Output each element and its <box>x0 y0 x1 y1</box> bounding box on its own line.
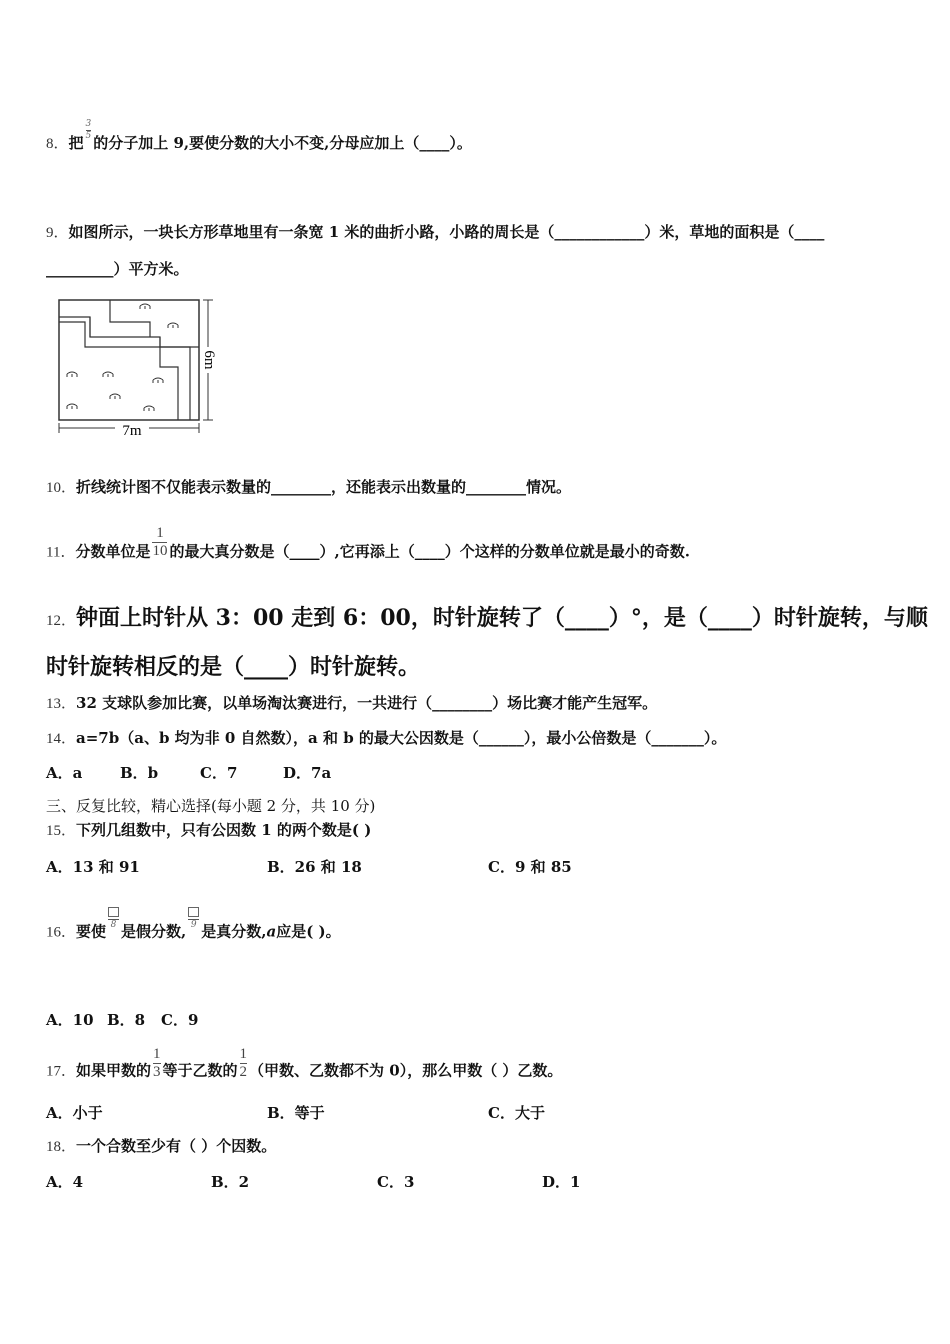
question-number: 14． <box>46 731 77 747</box>
variable-a: a <box>266 922 277 941</box>
blank-box-icon <box>108 907 119 917</box>
q9-line2: _________）平方米。 <box>46 260 189 278</box>
fraction-numerator: 1 <box>239 1046 248 1062</box>
q10-text: 折线统计图不仅能表示数量的________，还能表示出数量的________情况。 <box>76 478 572 496</box>
q14-option-b[interactable]: B．b <box>120 764 159 782</box>
q13-text: 32 支球队参加比赛，以单场淘汰赛进行，一共进行（________）场比赛才能产生冠军。 <box>76 694 658 712</box>
question-number: 17． <box>46 1063 77 1080</box>
fraction <box>152 526 167 559</box>
width-label: 7m <box>122 423 142 439</box>
question-number: 10． <box>46 480 77 496</box>
question-13 <box>46 693 657 714</box>
question-15 <box>46 820 371 841</box>
fraction-denominator: 10 <box>152 543 168 559</box>
q17-text-c: （甲数、乙数都不为 0），那么甲数（ ）乙数。 <box>249 1061 563 1080</box>
q11-text-a: 分数单位是 <box>75 542 151 561</box>
question-number: 18． <box>46 1139 77 1155</box>
q15-text: 下列几组数中，只有公因数 1 的两个数是( ) <box>76 821 372 839</box>
question-number: 8． <box>46 136 69 152</box>
path-edge-right <box>160 337 190 420</box>
question-number: 13． <box>46 696 77 712</box>
q15-option-a[interactable]: A．13 和 91 <box>46 858 140 876</box>
fraction-numerator: 1 <box>153 1046 161 1062</box>
q14-option-a[interactable]: A．a <box>46 764 83 782</box>
blank-box-icon <box>188 907 199 917</box>
fraction-denominator: 8 <box>110 919 117 930</box>
question-12-cont <box>46 653 420 681</box>
q17-text-a: 如果甲数的 <box>76 1061 152 1080</box>
q12-line2: 时针旋转相反的是（____）时针旋转。 <box>46 654 421 680</box>
question-number: 16． <box>46 924 77 941</box>
height-label: 6m <box>201 350 217 370</box>
fraction <box>86 120 92 141</box>
q17-text-b: 等于乙数的 <box>162 1061 238 1080</box>
q16-text-e: 应是( )。 <box>276 922 341 941</box>
question-9-cont <box>46 259 189 279</box>
fraction-numerator: 1 <box>156 525 164 541</box>
question-number: 11． <box>46 544 76 561</box>
q14-text: a=7b（a、b 均为非 0 自然数），a 和 b 的最大公因数是（______），最小公倍数是（_______）。 <box>76 729 727 747</box>
question-number: 12． <box>46 613 77 629</box>
fraction-denominator: 3 <box>153 1064 161 1080</box>
question-17 <box>46 1046 563 1088</box>
fraction <box>108 907 119 930</box>
q16-text-a: 要使 <box>76 922 107 941</box>
grass-marks <box>67 304 178 411</box>
question-number: 15． <box>46 823 77 839</box>
q16-option-b[interactable]: B．8 <box>107 1011 146 1029</box>
fraction <box>153 1047 161 1080</box>
q14-option-c[interactable]: C．7 <box>200 764 238 782</box>
question-14 <box>46 728 726 749</box>
q18-option-b[interactable]: B．2 <box>211 1173 250 1191</box>
q18-option-c[interactable]: C．3 <box>377 1173 415 1191</box>
q15-option-b[interactable]: B．26 和 18 <box>267 858 362 876</box>
q16-text-b: 是假分数, <box>121 922 187 941</box>
question-10 <box>46 477 571 498</box>
question-12 <box>46 604 928 635</box>
question-18 <box>46 1136 276 1157</box>
q16-option-a[interactable]: A．10 <box>46 1011 94 1029</box>
question-9 <box>46 222 824 243</box>
fraction-denominator: 5 <box>85 130 92 141</box>
question-8 <box>46 118 472 155</box>
q14-option-d[interactable]: D．7a <box>283 764 332 782</box>
q18-option-d[interactable]: D．1 <box>542 1173 581 1191</box>
q12-line1: 钟面上时针从 3：00 走到 6：00，时针旋转了（____）°，是（____）时针旋转，与顺 <box>76 605 928 631</box>
q16-text-c: 是真分数, <box>201 922 267 941</box>
question-11 <box>46 525 690 569</box>
q17-option-a[interactable]: A．小于 <box>46 1104 103 1122</box>
question-16 <box>46 921 341 944</box>
q9-line1: 如图所示，一块长方形草地里有一条宽 1 米的曲折小路，小路的周长是（____________）米，草地的面积是（____ <box>68 223 825 241</box>
q17-option-b[interactable]: B．等于 <box>267 1104 325 1122</box>
q16-option-c[interactable]: C．9 <box>161 1011 199 1029</box>
section-heading: 三、反复比较，精心选择(每小题 2 分，共 10 分) <box>46 797 376 815</box>
question-number: 9． <box>46 225 69 241</box>
fraction-denominator: 9 <box>190 919 197 930</box>
q15-option-c[interactable]: C．9 和 85 <box>488 858 572 876</box>
q8-text-b: 的分子加上 9,要使分数的大小不变,分母应加上（____）。 <box>93 134 472 152</box>
lawn-path-figure <box>50 292 230 442</box>
q18-text: 一个合数至少有（ ）个因数。 <box>76 1137 277 1155</box>
fraction <box>188 907 199 930</box>
q11-text-b: 的最大真分数是（____）,它再添上（____）个这样的分数单位就是最小的奇数. <box>169 542 690 561</box>
q18-option-a[interactable]: A．4 <box>46 1173 84 1191</box>
fraction-denominator: 2 <box>239 1064 248 1080</box>
path-edge-top <box>110 300 150 337</box>
fraction <box>240 1047 248 1080</box>
q8-text-a: 把 <box>68 134 84 152</box>
q17-option-c[interactable]: C．大于 <box>488 1104 545 1122</box>
fraction-numerator: 3 <box>85 118 92 129</box>
